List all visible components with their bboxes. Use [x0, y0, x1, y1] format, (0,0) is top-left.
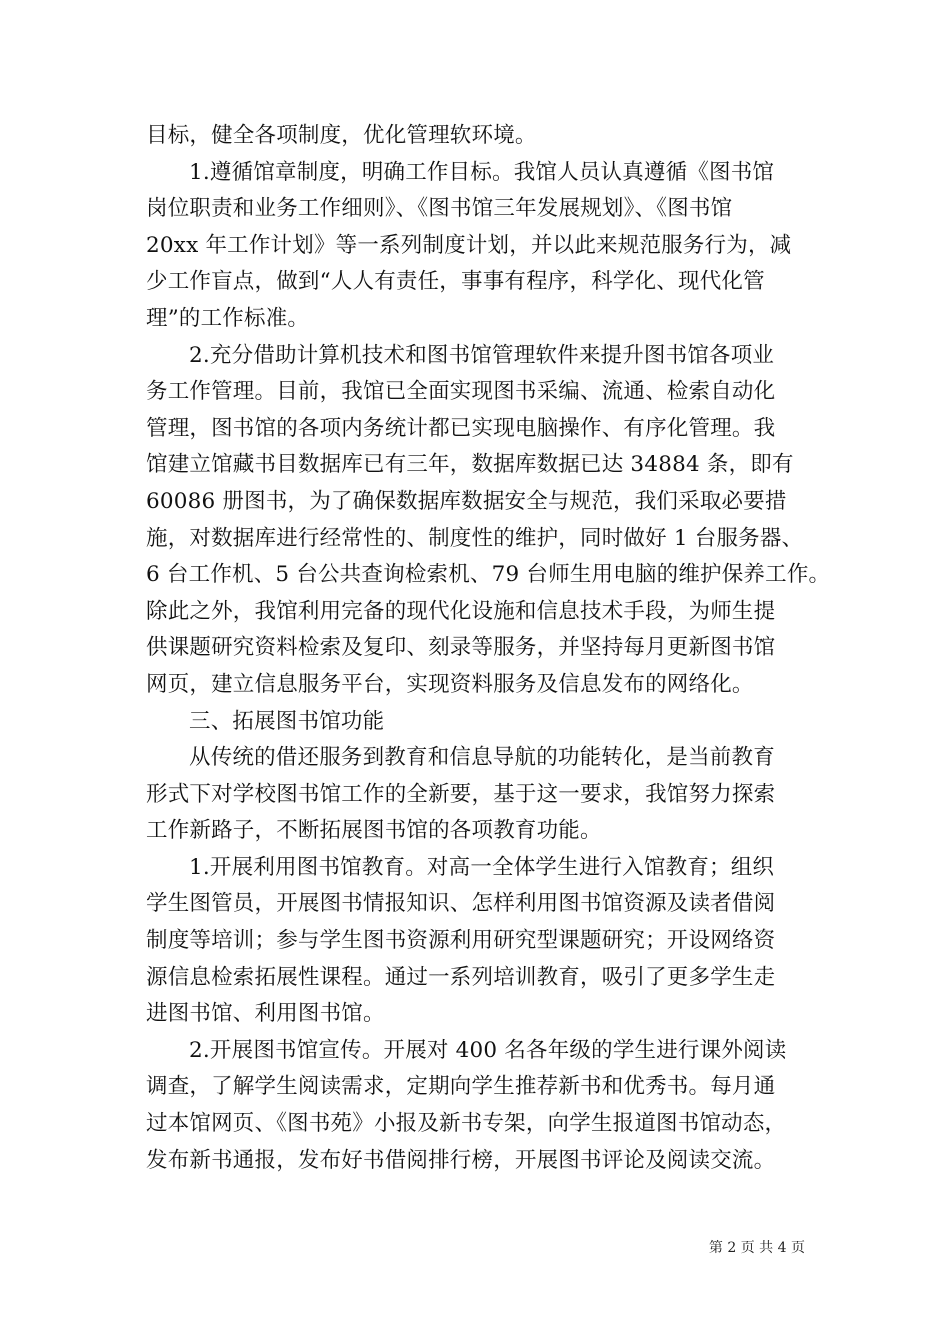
text-line-19: 形式下对学校图书馆工作的全新要，基于这一要求，我馆努力探索 — [146, 781, 776, 807]
text-line-06: 理”的工作标准。 — [146, 305, 310, 331]
text-line-11: 60086 册图书，为了确保数据库数据安全与规范，我们采取必要措 — [146, 488, 787, 514]
page-footer — [0, 1236, 950, 1260]
text-line-12: 施，对数据库进行经常性的、制度性的维护，同时做好 1 台服务器、 — [146, 525, 804, 551]
text-line-14: 除此之外，我馆利用完备的现代化设施和信息技术手段，为师生提 — [146, 598, 776, 624]
text-line-08: 务工作管理。目前，我馆已全面实现图书采编、流通、检索自动化 — [146, 379, 776, 405]
text-line-05: 少工作盲点，做到“人人有责任，事事有程序，科学化、现代化管 — [146, 269, 765, 295]
text-line-01: 目标，健全各项制度，优化管理软环境。 — [146, 123, 537, 148]
text-line-26: 2.开展图书馆宣传。开展对 400 名各年级的学生进行课外阅读 — [189, 1037, 787, 1063]
text-line-22: 学生图管员，开展图书情报知识、怎样利用图书馆资源及读者借阅 — [146, 891, 776, 917]
text-line-02: 1.遵循馆章制度，明确工作目标。我馆人员认真遵循《图书馆 — [189, 159, 775, 185]
text-line-04: 20xx 年工作计划》等一系列制度计划，并以此来规范服务行为，减 — [146, 232, 792, 258]
text-line-07: 2.充分借助计算机技术和图书馆管理软件来提升图书馆各项业 — [189, 342, 775, 368]
text-line-18: 从传统的借还服务到教育和信息导航的功能转化，是当前教育 — [189, 745, 775, 771]
text-line-24: 源信息检索拓展性课程。通过一系列培训教育，吸引了更多学生走 — [146, 964, 776, 990]
text-line-15: 供课题研究资料检索及复印、刻录等服务，并坚持每月更新图书馆 — [146, 635, 776, 661]
text-line-13: 6 台工作机、5 台公共查询检索机、79 台师生用电脑的维护保养工作。 — [146, 562, 831, 588]
text-line-20: 工作新路子，不断拓展图书馆的各项教育功能。 — [146, 818, 602, 844]
text-line-27: 调查，了解学生阅读需求，定期向学生推荐新书和优秀书。每月通 — [146, 1074, 776, 1100]
text-line-21: 1.开展利用图书馆教育。对高一全体学生进行入馆教育；组织 — [189, 854, 775, 880]
text-line-09: 管理，图书馆的各项内务统计都已实现电脑操作、有序化管理。我 — [146, 415, 776, 441]
text-line-10: 馆建立馆藏书目数据库已有三年，数据库数据已达 34884 条，即有 — [146, 452, 794, 478]
text-line-25: 进图书馆、利用图书馆。 — [146, 1001, 385, 1027]
page-number: 第 2 页 共 4 页 — [708, 1240, 805, 1256]
text-line-23: 制度等培训；参与学生图书资源利用研究型课题研究；开设网络资 — [146, 928, 776, 954]
text-line-28: 过本馆网页、《图书苑》小报及新书专架，向学生报道图书馆动态， — [146, 1111, 787, 1137]
text-line-16: 网页，建立信息服务平台，实现资料服务及信息发布的网络化。 — [146, 671, 754, 697]
section-heading: 三、拓展图书馆功能 — [189, 708, 385, 734]
document-body — [146, 118, 831, 1179]
text-line-03: 岗位职责和业务工作细则》、《图书馆三年发展规划》、《图书馆 — [146, 196, 733, 222]
text-line-29: 发布新书通报，发布好书借阅排行榜，开展图书评论及阅读交流。 — [146, 1147, 776, 1173]
